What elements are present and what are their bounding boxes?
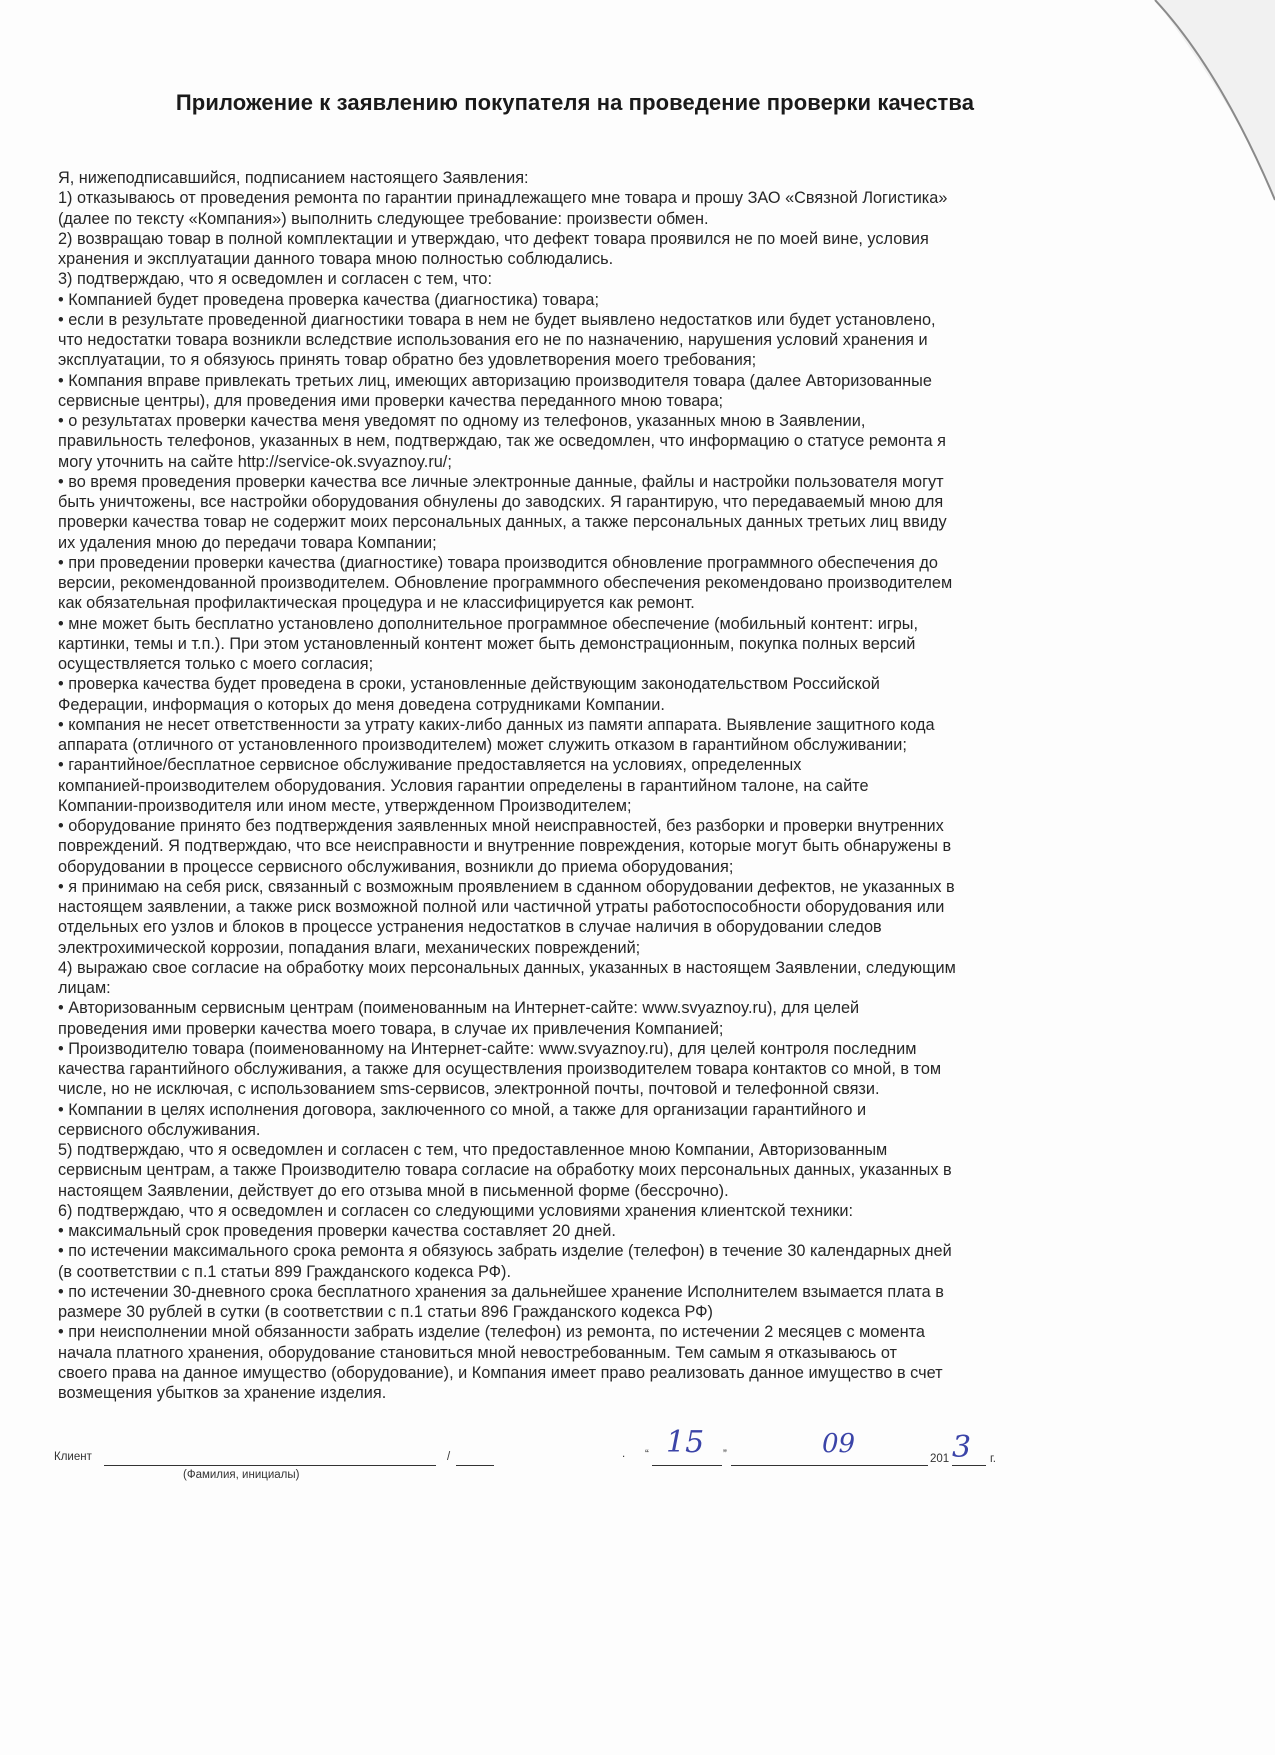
year-suffix: г. bbox=[990, 1453, 996, 1465]
text-line: 2) возвращаю товар в полной комплектации и утверждаю, что дефект товара проявился не по моей вине, условия bbox=[58, 229, 929, 248]
text-line: размере 30 рублей в сутки (в соответствии с п.1 статьи 896 Гражданского кодекса РФ) bbox=[58, 1303, 713, 1321]
text-line: сервисным центрам, а также Производителю товара согласие на обработку моих персональных данных, указанных в bbox=[58, 1161, 952, 1180]
text-line: 6) подтверждаю, что я осведомлен и согласен со следующими условиями хранения клиентской техники: bbox=[58, 1201, 854, 1220]
text-line: картинки, темы и т.п.). При этом установленный контент может быть демонстрационным, покупка полных версий bbox=[58, 634, 916, 653]
handwritten-year-digit: 3 bbox=[952, 1430, 972, 1465]
text-line: компанией-производителем оборудования. Условия гарантии определены в гарантийном талоне, на сайте bbox=[58, 776, 869, 795]
text-line: правильность телефонов, указанных в нем, подтверждаю, так же осведомлен, что информацию о статусе ремонта я bbox=[58, 432, 946, 451]
text-line: 3) подтверждаю, что я осведомлен и согласен с тем, что: bbox=[58, 270, 493, 289]
text-line: качества гарантийного обслуживания, а также для осуществления производителем товара контактов со мной, в том bbox=[58, 1060, 942, 1078]
text-line: Компании-производителя или ином месте, утвержденном Производителем; bbox=[58, 796, 632, 815]
text-line: (в соответствии с п.1 статьи 899 Гражданского кодекса РФ). bbox=[58, 1262, 511, 1281]
text-line: числе, но не исключая, с использованием sms-сервисов, электронной почты, почтовой и телефонной связи. bbox=[58, 1080, 880, 1099]
initials-line bbox=[456, 1465, 494, 1466]
quote-close: ” bbox=[723, 1449, 727, 1461]
date-dot: . bbox=[622, 1448, 626, 1460]
text-line: хранения и эксплуатации данного товара мною полностью соблюдались. bbox=[58, 250, 614, 268]
text-line: настоящем заявлении, а также риск возможной полной или частичной утраты работоспособности оборудования или bbox=[58, 898, 945, 916]
text-line: повреждений. Я подтверждаю, что все неисправности и внутренние повреждения, которые могут быть обнаружены в bbox=[58, 837, 952, 856]
handwritten-day: 15 bbox=[666, 1425, 705, 1460]
text-line: электрохимической коррозии, попадания влаги, механических повреждений; bbox=[58, 938, 641, 957]
text-line: версии, рекомендованной производителем. Обновление программного обеспечения рекомендовано производителем bbox=[58, 574, 953, 592]
text-line: • мне может быть бесплатно установлено дополнительное программное обеспечение (мобильный контент: игры, bbox=[58, 614, 919, 633]
text-line: • при неисполнении мной обязанности забрать изделие (телефон) из ремонта, по истечении 2 месяцев с момента bbox=[58, 1323, 925, 1342]
text-line: могу уточнить на сайте http://service-ok.svyaznoy.ru/; bbox=[58, 452, 452, 471]
text-line: отдельных его узлов и блоков в процессе устранения недостатков в случае наличия в оборудовании следов bbox=[58, 918, 882, 937]
text-line: эксплуатации, то я обязуюсь принять товар обратно без удовлетворения моего требования; bbox=[58, 351, 757, 370]
text-line: проведения ими проверки качества моего товара, в случае их привлечения Компанией; bbox=[58, 1019, 724, 1038]
text-line: настоящем Заявлении, действует до его отзыва мной в письменной форме (бессрочно). bbox=[58, 1181, 729, 1200]
text-line: • во время проведения проверки качества все личные электронные данные, файлы и настройки пользователя могут bbox=[58, 472, 944, 491]
text-line: 1) отказываюсь от проведения ремонта по гарантии принадлежащего мне товара и прошу ЗАО «Связной Логистика» bbox=[58, 189, 948, 208]
quote-open: “ bbox=[645, 1449, 649, 1461]
document-body bbox=[58, 168, 1098, 1403]
text-line: Я, нижеподписавшийся, подписанием настоящего Заявления: bbox=[58, 169, 529, 187]
text-line: • проверка качества будет проведена в сроки, установленные действующим законодательством Российской bbox=[58, 675, 880, 694]
text-line: их удаления мною до передачи товара Компании; bbox=[58, 533, 437, 552]
text-line: что недостатки товара возникли вследствие использования его не по назначению, нарушения условий хранения и bbox=[58, 331, 928, 349]
text-line: • гарантийное/бесплатное сервисное обслуживание предоставляется на условиях, определенных bbox=[58, 756, 802, 775]
name-caption: (Фамилия, инициалы) bbox=[183, 1469, 300, 1481]
client-signature-line bbox=[104, 1465, 436, 1466]
handwritten-month: 09 bbox=[822, 1429, 856, 1459]
day-line bbox=[652, 1465, 722, 1466]
slash-separator: / bbox=[447, 1451, 451, 1463]
month-line bbox=[731, 1465, 928, 1466]
text-line: • максимальный срок проведения проверки качества составляет 20 дней. bbox=[58, 1222, 616, 1240]
text-line: быть уничтожены, все настройки оборудования обнулены до заводских. Я гарантирую, что передаваемый мною для bbox=[58, 493, 944, 511]
text-line: возмещения убытков за хранение изделия. bbox=[58, 1384, 387, 1402]
text-line: проверки качества товар не содержит моих персональных данных, а также персональных данных третьих лиц ввиду bbox=[58, 513, 947, 532]
text-line: • если в результате проведенной диагностики товара в нем не будет выявлено недостатков или будет установлено, bbox=[58, 310, 936, 329]
text-line: (далее по тексту «Компания») выполнить следующее требование: произвести обмен. bbox=[58, 209, 709, 228]
text-line: • Компанией будет проведена проверка качества (диагностика) товара; bbox=[58, 290, 599, 309]
text-line: • Авторизованным сервисным центрам (поименованным на Интернет-сайте: www.svyaznoy.ru), для целей bbox=[58, 999, 860, 1018]
text-line: • при проведении проверки качества (диагностике) товара производится обновление программного обеспечения до bbox=[58, 553, 938, 572]
document-title: Приложение к заявлению покупателя на проведение проверки качества bbox=[175, 90, 975, 115]
text-line: • я принимаю на себя риск, связанный с возможным проявлением в сданном оборудовании дефектов, не указанных в bbox=[58, 877, 955, 896]
text-line: • Компании в целях исполнения договора, заключенного со мной, а также для организации гарантийного и bbox=[58, 1100, 867, 1119]
text-line: • Компания вправе привлекать третьих лиц, имеющих авторизацию производителя товара (далее Авторизованные bbox=[58, 371, 932, 390]
text-line: сервисного обслуживания. bbox=[58, 1120, 261, 1139]
text-line: • по истечении 30-дневного срока бесплатного хранения за дальнейшее хранение Исполнителем взымается плата в bbox=[58, 1282, 944, 1301]
text-line: • компания не несет ответственности за утрату каких-либо данных из памяти аппарата. Выявление защитного кода bbox=[58, 715, 935, 734]
text-line: оборудовании в процессе сервисного обслуживания, возникли до приема оборудования; bbox=[58, 857, 734, 876]
text-line: своего права на данное имущество (оборудование), и Компания имеет право реализовать данное имущество в счет bbox=[58, 1363, 943, 1382]
text-line: 5) подтверждаю, что я осведомлен и согласен с тем, что предоставленное мною Компании, Авторизованным bbox=[58, 1141, 888, 1159]
year-prefix: 201 bbox=[930, 1453, 950, 1465]
text-line: • о результатах проверки качества меня уведомят по одному из телефонов, указанных мною в Заявлении, bbox=[58, 412, 866, 430]
text-line: аппарата (отличного от установленного производителем) может служить отказом в гарантийном обслуживании; bbox=[58, 736, 907, 754]
text-line: • Производителю товара (поименованному на Интернет-сайте: www.svyaznoy.ru), для целей контроля последним bbox=[58, 1039, 917, 1058]
text-line: осуществляется только с моего согласия; bbox=[58, 655, 374, 673]
client-label: Клиент bbox=[54, 1451, 92, 1463]
text-line: лицам: bbox=[58, 979, 111, 997]
text-line: Федерации, информация о которых до меня доведена сотрудниками Компании. bbox=[58, 695, 665, 714]
text-line: • по истечении максимального срока ремонта я обязуюсь забрать изделие (телефон) в течение 30 календарных дней bbox=[58, 1242, 952, 1261]
text-line: сервисные центры), для проведения ими проверки качества переданного мною товара; bbox=[58, 391, 724, 410]
text-line: 4) выражаю свое согласие на обработку моих персональных данных, указанных в настоящем Заявлении, следующим bbox=[58, 958, 956, 977]
text-line: как обязательная профилактическая процедура и не классифицируется как ремонт. bbox=[58, 594, 695, 613]
year-line bbox=[952, 1465, 986, 1466]
text-line: • оборудование принято без подтверждения заявленных мной неисправностей, без разборки и проверки внутренних bbox=[58, 817, 944, 835]
text-line: начала платного хранения, оборудование становиться мной невостребованным. Тем самым я отказываюсь от bbox=[58, 1343, 897, 1362]
